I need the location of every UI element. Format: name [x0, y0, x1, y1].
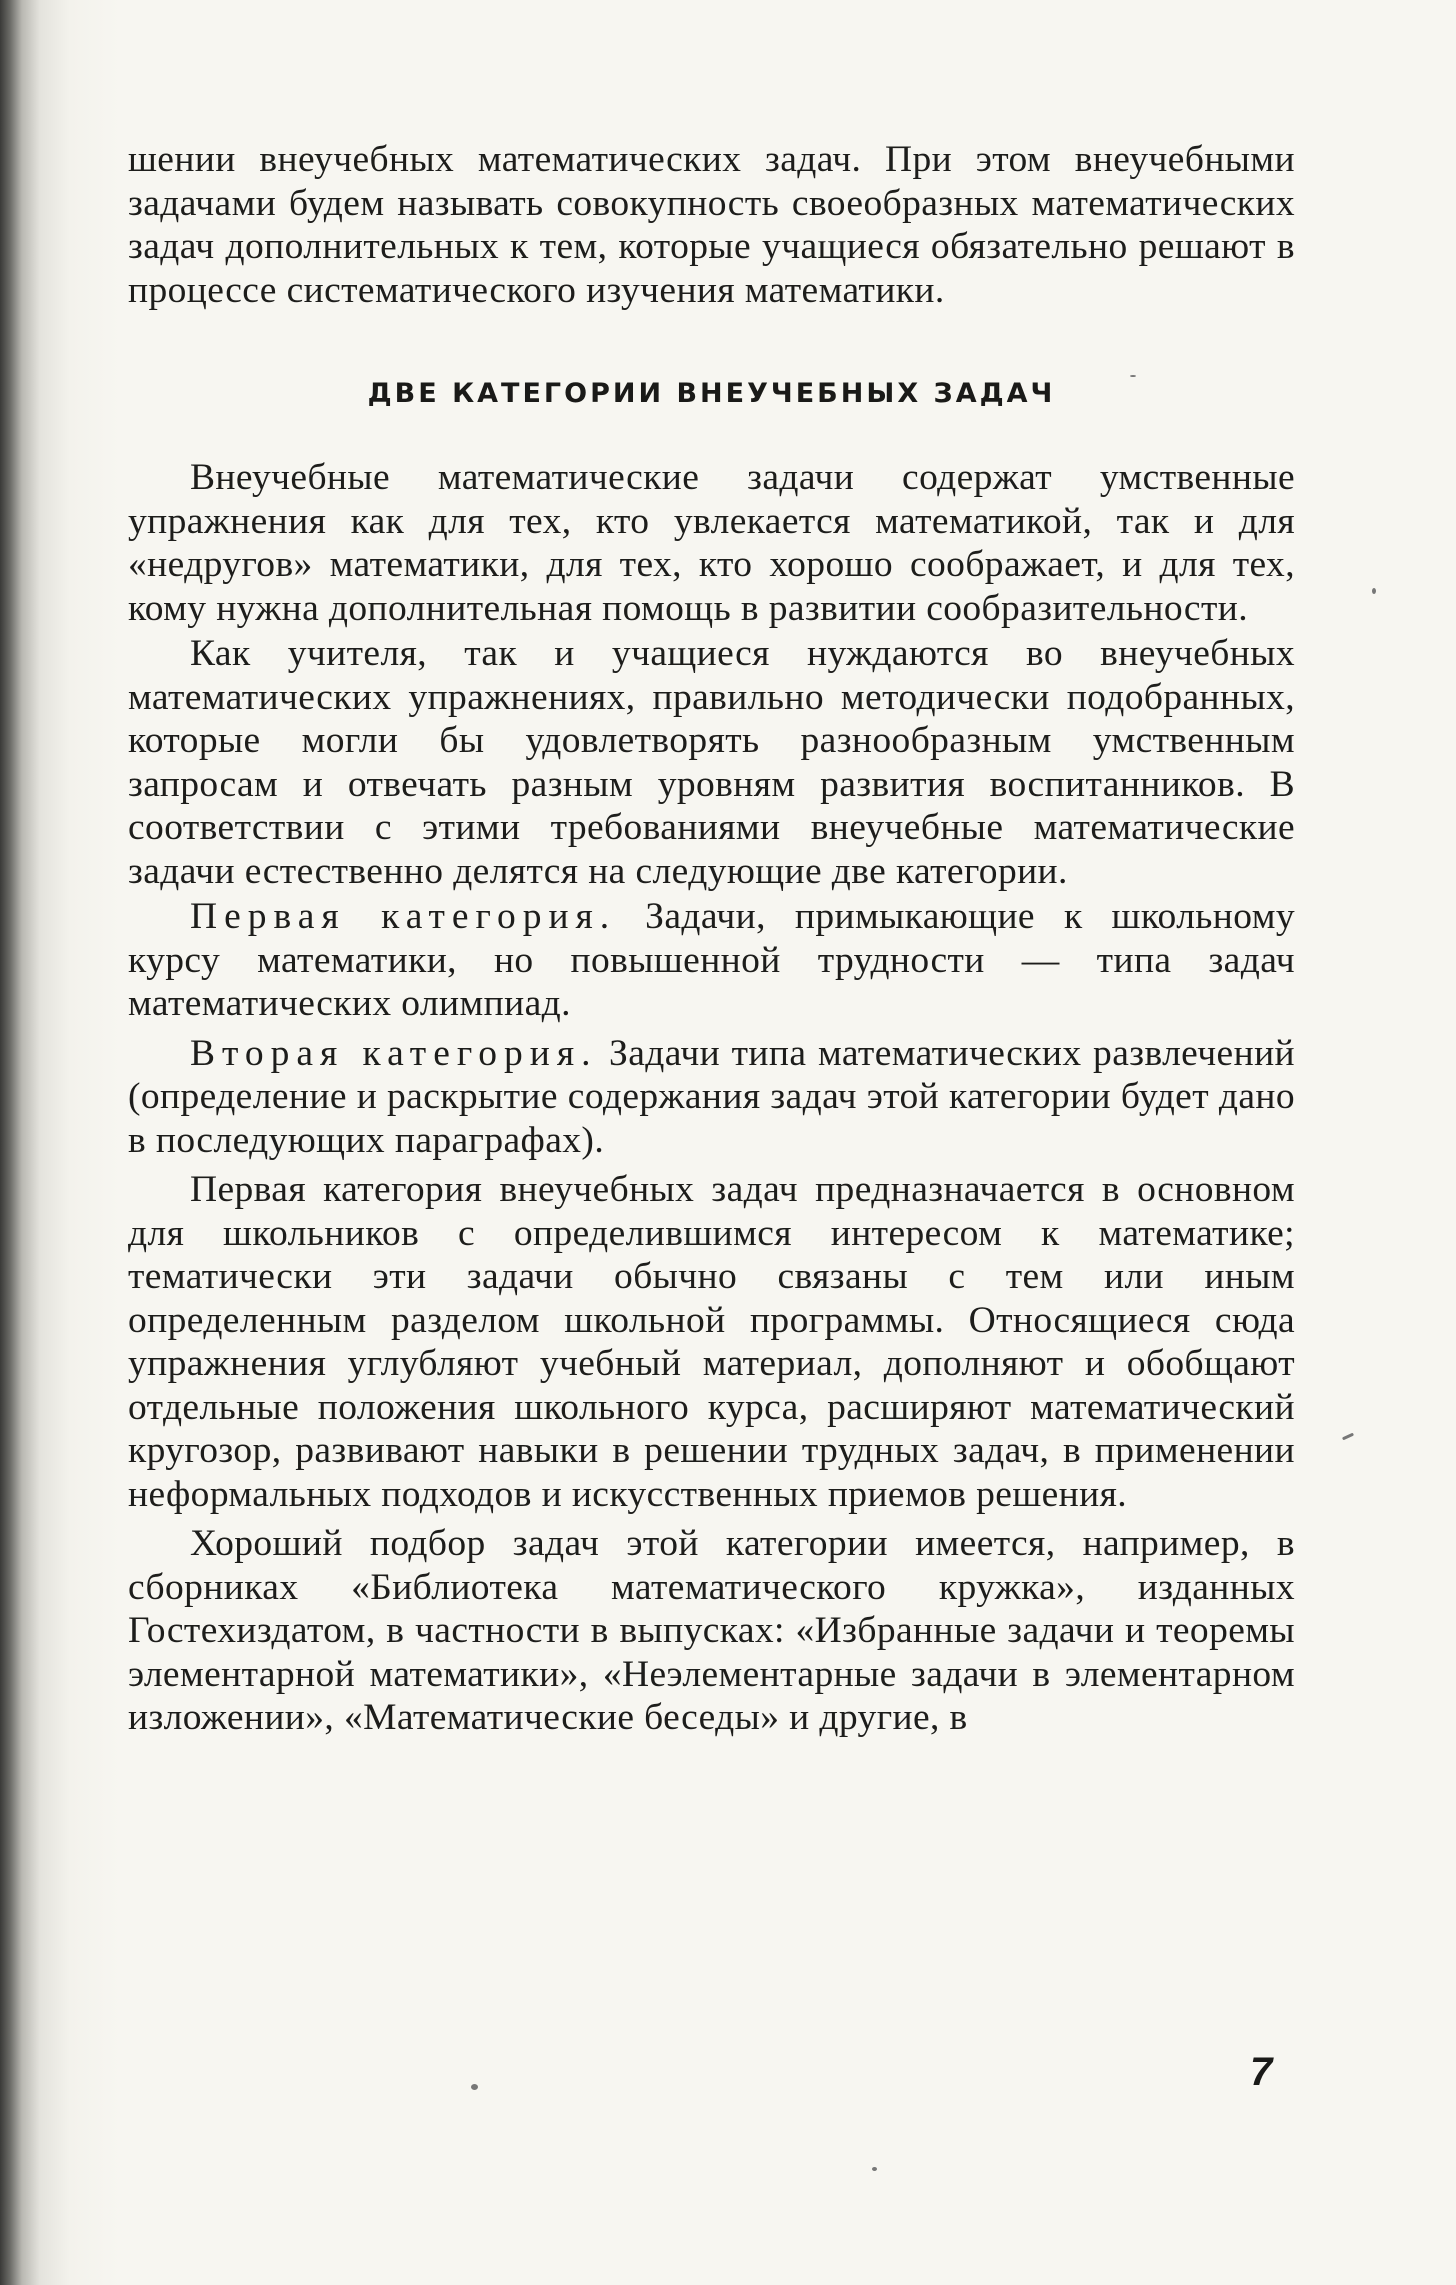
- paragraph-recommended-collections: Хороший подбор задач этой категории имеется, например, в сборниках «Библиотека математического кружка», изданных Гостехиздатом, в частности в выпусках: «Избранные задачи и теоремы элементарной математики», «Неэлементарные задачи в элементарном изложении», «Математические беседы» и другие, в: [128, 1523, 1295, 1738]
- category-two-text: Задачи типа математических развлечений (определение и раскрытие содержания задач этой категории будет дано в последующих параграфах).: [128, 1032, 1296, 1161]
- scan-speck: [1372, 588, 1376, 594]
- category-one-text: Задачи, примыкающие к школьному курсу математики, но повышенной трудности — типа задач математических олимпиад.: [128, 896, 1295, 1024]
- opening-paragraph: шении внеучебных математических задач. При этом внеучебными задачами будем называть совокупность своеобразных математических задач дополнительных к тем, которые учащиеся обязательно решают в процессе систематического изучения математики.: [128, 139, 1295, 311]
- scan-speck: [872, 2167, 877, 2171]
- category-one-label: Первая категория.: [190, 896, 617, 937]
- paragraph-first-category-detail: Первая категория внеучебных задач предназначается в основном для школьников с определившимся интересом к математике; тематически эти задачи обычно связаны с тем или иным определенным разделом школьной программы. Относящиеся сюда упражнения углубляют учебный материал, дополняют и обобщают отдельные положения школьного курса, расширяют математический кругозор, развивают навыки в решении трудных задач, в применении неформальных подходов и искусственных приемов решения.: [128, 1169, 1295, 1515]
- scan-speck: [1342, 1433, 1354, 1441]
- paragraph-category-two: [128, 1032, 1295, 1163]
- category-two-label: Вторая категория.: [190, 1032, 598, 1074]
- paragraph-intro: Внеучебные математические задачи содержат умственные упражнения как для тех, кто увлекается математикой, так и для «недругов» математики, для тех, кто хорошо соображает, и для тех, кому нужна дополнительная помощь в развитии сообразительности.: [128, 457, 1295, 629]
- page-body: [128, 138, 1295, 1740]
- scan-speck: [1130, 375, 1136, 377]
- page-number: 7: [1250, 2050, 1273, 2094]
- scan-speck: [471, 2084, 478, 2090]
- paragraph-needs: Как учителя, так и учащиеся нуждаются во внеучебных математических упражнениях, правильно методически подобранных, которые могли бы удовлетворять разнообразным умственным запросам и отвечать разным уровням развития воспитанников. В соответствии с этими требованиями внеучебные математические задачи естественно делятся на следующие две категории.: [128, 633, 1295, 892]
- paragraph-category-one: [128, 895, 1295, 1026]
- section-heading: ДВЕ КАТЕГОРИИ ВНЕУЧЕБНЫХ ЗАДАЧ: [367, 378, 1056, 409]
